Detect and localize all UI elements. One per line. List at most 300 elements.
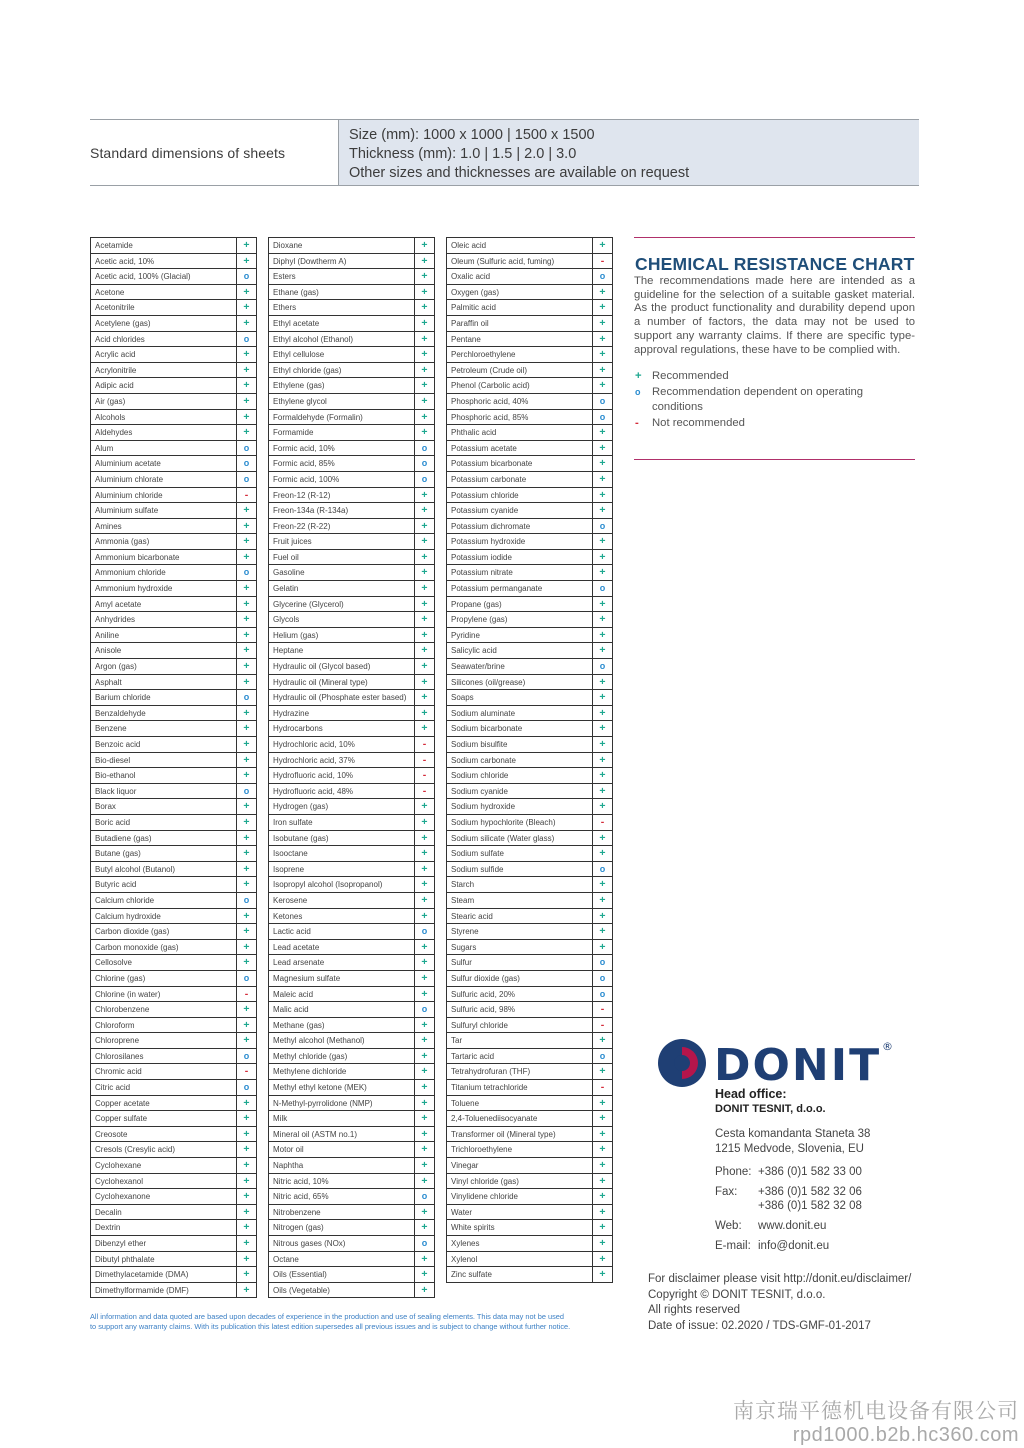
chemical-name: Glycols <box>273 615 300 625</box>
chemical-name: Lactic acid <box>273 927 311 937</box>
recommended-icon: + <box>236 706 256 721</box>
size-text: Size (mm): 1000 x 1000 | 1500 x 1500 <box>349 127 595 143</box>
chemical-name: Oils (Vegetable) <box>273 1285 330 1295</box>
chemical-row <box>446 1267 613 1283</box>
chemical-row <box>90 1174 257 1190</box>
chemical-name: Sodium silicate (Water glass) <box>451 833 555 843</box>
chemical-name: Malic acid <box>273 1005 309 1015</box>
address-line-1: Cesta komandanta Staneta 38 <box>715 1128 871 1140</box>
fax-number-1: +386 (0)1 582 32 06 <box>758 1186 862 1198</box>
chemical-row <box>268 1033 435 1049</box>
recommended-icon: + <box>236 1158 256 1173</box>
chemical-row <box>90 503 257 519</box>
chemical-name: Isooctane <box>273 849 308 859</box>
chemical-row <box>90 441 257 457</box>
chemical-name: Acrylic acid <box>95 350 136 360</box>
recommended-icon: + <box>236 503 256 518</box>
chemical-name: Chlorine (in water) <box>95 989 161 999</box>
chemical-name: Maleic acid <box>273 989 314 999</box>
chemical-row <box>90 768 257 784</box>
recommended-icon: + <box>414 300 434 315</box>
chemical-name: Sulfur <box>451 958 472 968</box>
chemical-name: Ethyl alcohol (Ethanol) <box>273 334 354 344</box>
recommended-icon: + <box>236 519 256 534</box>
chemical-row <box>90 784 257 800</box>
chemical-row <box>446 1252 613 1268</box>
recommended-icon: + <box>414 597 434 612</box>
conditional-icon: o <box>592 269 612 284</box>
chemical-row <box>446 706 613 722</box>
chemical-name: Sodium bicarbonate <box>451 724 523 734</box>
chemical-row <box>446 799 613 815</box>
fax-line <box>715 1185 955 1199</box>
chemical-row <box>268 643 435 659</box>
chemical-name: Argon (gas) <box>95 662 137 672</box>
recommended-icon: + <box>236 1002 256 1017</box>
chemical-name: Lead acetate <box>273 942 320 952</box>
recommended-icon: + <box>592 300 612 315</box>
donit-logo-mark <box>656 1036 896 1090</box>
recommended-icon: + <box>592 877 612 892</box>
chemical-name: Methane (gas) <box>273 1020 325 1030</box>
email-line <box>715 1239 955 1253</box>
chemical-name: Cyclohexanone <box>95 1192 151 1202</box>
conditional-icon: o <box>592 987 612 1002</box>
chemical-name: Toluene <box>451 1098 480 1108</box>
chemical-row <box>268 987 435 1003</box>
chemical-row <box>446 394 613 410</box>
chemical-name: Acetonitrile <box>95 303 135 313</box>
chemical-name: Calcium hydroxide <box>95 911 161 921</box>
chemical-row <box>446 924 613 940</box>
recommended-icon: + <box>414 363 434 378</box>
chemical-name: Iron sulfate <box>273 817 313 827</box>
other-sizes-note: Other sizes and thicknesses are available on request <box>349 165 690 181</box>
chemical-row <box>268 1189 435 1205</box>
chemical-row <box>268 737 435 753</box>
chemical-row <box>90 1049 257 1065</box>
chemical-row <box>446 971 613 987</box>
chemical-row <box>90 862 257 878</box>
chemical-name: Hydrofluoric acid, 10% <box>273 771 354 781</box>
chemical-row <box>90 254 257 270</box>
chemical-row <box>90 1002 257 1018</box>
chemical-row <box>90 971 257 987</box>
chemical-name: Tar <box>451 1036 463 1046</box>
chemical-row <box>90 987 257 1003</box>
chemical-name: Adipic acid <box>95 381 134 391</box>
chemical-row <box>90 924 257 940</box>
chemical-row <box>446 768 613 784</box>
chemical-name: Gelatin <box>273 584 299 594</box>
chemical-row <box>268 332 435 348</box>
chemical-row <box>446 316 613 332</box>
chemical-row <box>90 238 257 254</box>
recommended-icon: + <box>592 1033 612 1048</box>
chemical-row <box>446 955 613 971</box>
chemical-row <box>90 1033 257 1049</box>
chemical-name: Cellosolve <box>95 958 132 968</box>
recommended-icon: + <box>414 332 434 347</box>
chemical-row <box>446 472 613 488</box>
chemical-row <box>268 862 435 878</box>
chemical-row <box>90 893 257 909</box>
chemical-name: Magnesium sulfate <box>273 973 341 983</box>
chemical-name: Silicones (oil/grease) <box>451 677 526 687</box>
chemical-row <box>446 597 613 613</box>
chemical-row <box>90 909 257 925</box>
chemical-row <box>90 628 257 644</box>
chemical-row <box>268 1174 435 1190</box>
chemical-name: Chromic acid <box>95 1067 142 1077</box>
chemical-row <box>268 846 435 862</box>
chemical-name: Potassium acetate <box>451 443 517 453</box>
recommended-icon: + <box>592 1252 612 1267</box>
chemical-row <box>268 924 435 940</box>
chemical-row <box>446 1220 613 1236</box>
chemical-row <box>268 238 435 254</box>
conditional-icon: o <box>592 1049 612 1064</box>
recommended-icon: + <box>414 1127 434 1142</box>
recommended-icon: + <box>236 1018 256 1033</box>
chemical-name: Aluminium chlorate <box>95 474 164 484</box>
chemical-name: Anisole <box>95 646 122 656</box>
conditional-icon: o <box>236 441 256 456</box>
chemical-row <box>268 441 435 457</box>
chemical-row <box>268 690 435 706</box>
chemical-row <box>446 441 613 457</box>
chemical-row <box>268 1064 435 1080</box>
chemical-name: Formamide <box>273 428 314 438</box>
chemical-row <box>90 1236 257 1252</box>
chemical-name: Pyridine <box>451 630 480 640</box>
chemical-row <box>268 363 435 379</box>
chemical-row <box>90 675 257 691</box>
recommended-icon: + <box>414 254 434 269</box>
recommended-icon: + <box>236 955 256 970</box>
fax-label: Fax: <box>715 1186 738 1198</box>
recommended-icon: + <box>236 612 256 627</box>
recommended-icon: + <box>592 643 612 658</box>
chemical-row <box>268 955 435 971</box>
chemical-row <box>446 300 613 316</box>
conditional-icon: o <box>236 456 256 471</box>
chemical-name: Calcium chloride <box>95 895 155 905</box>
chemical-row <box>268 1142 435 1158</box>
recommended-icon: + <box>592 550 612 565</box>
address-line-2: 1215 Medvode, Slovenia, EU <box>715 1143 864 1155</box>
chemical-row <box>90 1252 257 1268</box>
recommended-icon: + <box>414 550 434 565</box>
web-line <box>715 1219 955 1233</box>
conditional-icon: o <box>236 332 256 347</box>
recommended-icon: + <box>414 862 434 877</box>
chemical-row <box>446 1127 613 1143</box>
fax-line-2 <box>715 1199 955 1213</box>
chemical-name: Starch <box>451 880 475 890</box>
recommended-icon: + <box>592 1142 612 1157</box>
recommended-icon: + <box>414 909 434 924</box>
chemical-name: Nitric acid, 10% <box>273 1176 329 1186</box>
chemical-row <box>268 971 435 987</box>
recommended-icon: + <box>414 955 434 970</box>
chemical-name: Benzaldehyde <box>95 708 146 718</box>
chemical-row <box>268 909 435 925</box>
chemical-name: Petroleum (Crude oil) <box>451 365 528 375</box>
chemical-name: Styrene <box>451 927 479 937</box>
chemical-name: Freon-134a (R-134a) <box>273 506 349 516</box>
recommended-icon: + <box>414 519 434 534</box>
chemical-name: Ethane (gas) <box>273 287 319 297</box>
recommended-icon: + <box>236 410 256 425</box>
chemical-name: Chlorosilanes <box>95 1051 144 1061</box>
address <box>715 1127 955 1157</box>
recommended-icon: + <box>592 441 612 456</box>
recommended-icon: + <box>592 1127 612 1142</box>
phone-line <box>715 1165 955 1179</box>
chemical-row <box>268 1236 435 1252</box>
chemical-name: Heptane <box>273 646 304 656</box>
chemical-row <box>90 737 257 753</box>
chemical-row <box>90 1142 257 1158</box>
chemical-name: Sugars <box>451 942 477 952</box>
disclaimer-link[interactable]: For disclaimer please visit http://donit.eu/disclaimer/ <box>648 1273 912 1285</box>
chemical-row <box>268 784 435 800</box>
chemical-row <box>268 472 435 488</box>
chemical-name: Aluminium sulfate <box>95 506 159 516</box>
chemical-row <box>268 706 435 722</box>
chemical-row <box>90 1096 257 1112</box>
chemical-row <box>446 1049 613 1065</box>
chemical-name: Amines <box>95 521 122 531</box>
recommended-icon: + <box>592 924 612 939</box>
chemical-row <box>446 1142 613 1158</box>
chemical-row <box>446 846 613 862</box>
not-recommended-icon: - <box>592 815 612 830</box>
recommended-icon: + <box>414 675 434 690</box>
chemical-name: Transformer oil (Mineral type) <box>451 1129 556 1139</box>
chemical-name: Dimethylacetamide (DMA) <box>95 1270 189 1280</box>
chemical-name: Acetamide <box>95 241 133 250</box>
chemical-row <box>446 659 613 675</box>
chemical-row <box>90 815 257 831</box>
chemical-name: Perchloroethylene <box>451 350 516 360</box>
recommended-icon: + <box>414 316 434 331</box>
chemical-row <box>90 940 257 956</box>
chemical-name: Ammonia (gas) <box>95 537 150 547</box>
conditional-icon: o <box>592 581 612 596</box>
chemical-row <box>268 675 435 691</box>
conditional-icon: o <box>236 1080 256 1095</box>
chemical-name: Potassium dichromate <box>451 521 531 531</box>
chemical-name: Water <box>451 1207 473 1217</box>
chemical-row <box>268 940 435 956</box>
chemical-row <box>268 1111 435 1127</box>
recommended-icon: + <box>236 316 256 331</box>
recommended-icon: + <box>592 1205 612 1220</box>
recommended-icon: + <box>236 300 256 315</box>
recommended-icon: + <box>236 1033 256 1048</box>
chemical-name: Diphyl (Dowtherm A) <box>273 256 347 266</box>
chemical-name: Sodium bisulfite <box>451 740 508 749</box>
recommended-icon: + <box>592 706 612 721</box>
web-link[interactable]: www.donit.eu <box>758 1220 827 1232</box>
chemical-name: Butane (gas) <box>95 849 141 859</box>
recommended-icon: + <box>592 799 612 814</box>
recommended-icon: + <box>414 815 434 830</box>
recommended-icon: + <box>414 1267 434 1282</box>
chemical-name: Acrylonitrile <box>95 365 137 375</box>
chemical-row <box>268 425 435 441</box>
chemical-row <box>446 721 613 737</box>
chemical-name: Formic acid, 10% <box>273 443 335 453</box>
recommended-icon: + <box>236 659 256 674</box>
chemical-row <box>90 347 257 363</box>
recommended-icon: + <box>236 1189 256 1204</box>
chemical-row <box>446 1096 613 1112</box>
chemical-name: Potassium nitrate <box>451 568 513 578</box>
recommended-icon: + <box>592 1220 612 1235</box>
chemical-row <box>446 940 613 956</box>
chemical-row <box>268 519 435 535</box>
chemical-row <box>446 363 613 379</box>
chemical-row <box>90 643 257 659</box>
chemical-row <box>446 1064 613 1080</box>
recommended-icon: + <box>414 846 434 861</box>
chemical-row <box>90 721 257 737</box>
chemical-name: Oxalic acid <box>451 272 491 282</box>
chemical-row <box>446 519 613 535</box>
chemical-name: Barium chloride <box>95 693 151 703</box>
chemical-row <box>90 846 257 862</box>
chemical-name: Ethyl cellulose <box>273 350 325 360</box>
chemical-row <box>268 488 435 504</box>
recommended-icon: + <box>592 768 612 783</box>
not-recommended-icon: - <box>414 737 434 752</box>
chemical-name: Oxygen (gas) <box>451 287 500 297</box>
recommended-icon: + <box>236 862 256 877</box>
chemical-name: Pentane <box>451 334 481 344</box>
chemical-row <box>446 1158 613 1174</box>
chemical-name: Isopropyl alcohol (Isopropanol) <box>273 880 383 890</box>
chemical-name: Potassium bicarbonate <box>451 459 533 469</box>
conditional-icon: o <box>592 519 612 534</box>
chemical-row <box>268 753 435 769</box>
chemical-name: Hydraulic oil (Mineral type) <box>273 677 368 687</box>
recommended-icon: + <box>414 1080 434 1095</box>
dimensions-table <box>90 119 919 186</box>
chemical-name: 2,4-Toluenediisocyanate <box>451 1114 538 1124</box>
chemical-row <box>90 332 257 348</box>
chemical-name: Sodium sulfate <box>451 849 504 859</box>
recommended-icon: + <box>236 550 256 565</box>
email-link[interactable]: info@donit.eu <box>758 1240 830 1252</box>
chemical-row <box>446 1111 613 1127</box>
chemical-row <box>268 799 435 815</box>
chemical-name: Hydraulic oil (Glycol based) <box>273 662 371 672</box>
chemical-row <box>90 269 257 285</box>
chemical-row <box>446 410 613 426</box>
recommended-icon: + <box>592 628 612 643</box>
chemical-name: Glycerine (Glycerol) <box>273 599 344 609</box>
chemical-name: Fruit juices <box>273 537 312 547</box>
chemical-row <box>90 581 257 597</box>
chemical-row <box>446 1174 613 1190</box>
recommended-icon: + <box>414 799 434 814</box>
not-recommended-icon: - <box>236 488 256 503</box>
chemical-row <box>446 1080 613 1096</box>
chemical-row <box>268 534 435 550</box>
recommended-icon: + <box>236 846 256 861</box>
recommended-icon: + <box>592 846 612 861</box>
chemical-name: Sulfuric acid, 20% <box>451 989 516 999</box>
chemical-row <box>268 300 435 316</box>
chemical-name: Chloroform <box>95 1020 135 1030</box>
chemical-name: Tartaric acid <box>451 1051 495 1061</box>
chemical-name: Sodium hypochlorite (Bleach) <box>451 817 556 827</box>
chemical-row <box>90 425 257 441</box>
chemical-row <box>446 737 613 753</box>
chemical-name: Salicylic acid <box>451 646 497 656</box>
chemical-name: Methyl chloride (gas) <box>273 1051 348 1061</box>
plus-icon: + <box>635 370 642 383</box>
chemical-name: Propane (gas) <box>451 599 502 609</box>
watermark-url: rpd1000.b2b.hc360.com <box>792 1424 1019 1446</box>
conditional-icon: o <box>592 394 612 409</box>
recommended-icon: + <box>236 831 256 846</box>
chemical-row <box>268 581 435 597</box>
chemical-name: Bio-diesel <box>95 755 131 765</box>
chemical-row <box>446 784 613 800</box>
chemical-row <box>90 1158 257 1174</box>
conditional-icon: o <box>414 472 434 487</box>
chemical-name: Lead arsenate <box>273 958 325 968</box>
chemical-row <box>446 877 613 893</box>
recommended-icon: + <box>414 940 434 955</box>
recommended-icon: + <box>414 1018 434 1033</box>
chemical-row <box>90 877 257 893</box>
chemical-row <box>268 1018 435 1034</box>
chemical-row <box>90 612 257 628</box>
recommended-icon: + <box>236 347 256 362</box>
chemical-name: Anhydrides <box>95 615 136 625</box>
chemical-name: Ammonium hydroxide <box>95 584 173 594</box>
recommended-icon: + <box>592 893 612 908</box>
recommended-icon: + <box>414 1220 434 1235</box>
recommended-icon: + <box>414 581 434 596</box>
not-recommended-icon: - <box>592 1018 612 1033</box>
issue-date-text: Date of issue: 02.2020 / TDS-GMF-01-2017 <box>648 1319 871 1332</box>
chemical-name: Oleic acid <box>451 241 487 250</box>
recommended-icon: + <box>592 456 612 471</box>
chemical-row <box>446 347 613 363</box>
watermark-company: 南京瑞平德机电设备有限公司 <box>733 1400 1019 1423</box>
chemical-name: Carbon monoxide (gas) <box>95 942 179 952</box>
recommended-icon: + <box>592 378 612 393</box>
chemical-name: Decalin <box>95 1207 122 1217</box>
recommended-icon: + <box>414 394 434 409</box>
chemical-row <box>268 877 435 893</box>
recommended-icon: + <box>592 472 612 487</box>
recommended-icon: + <box>236 940 256 955</box>
chemical-row <box>90 565 257 581</box>
recommended-icon: + <box>236 534 256 549</box>
chemical-row <box>268 269 435 285</box>
chemical-row <box>268 831 435 847</box>
chemical-name: Palmitic acid <box>451 303 496 313</box>
chemical-row <box>268 285 435 301</box>
chemical-name: Sodium aluminate <box>451 708 516 718</box>
